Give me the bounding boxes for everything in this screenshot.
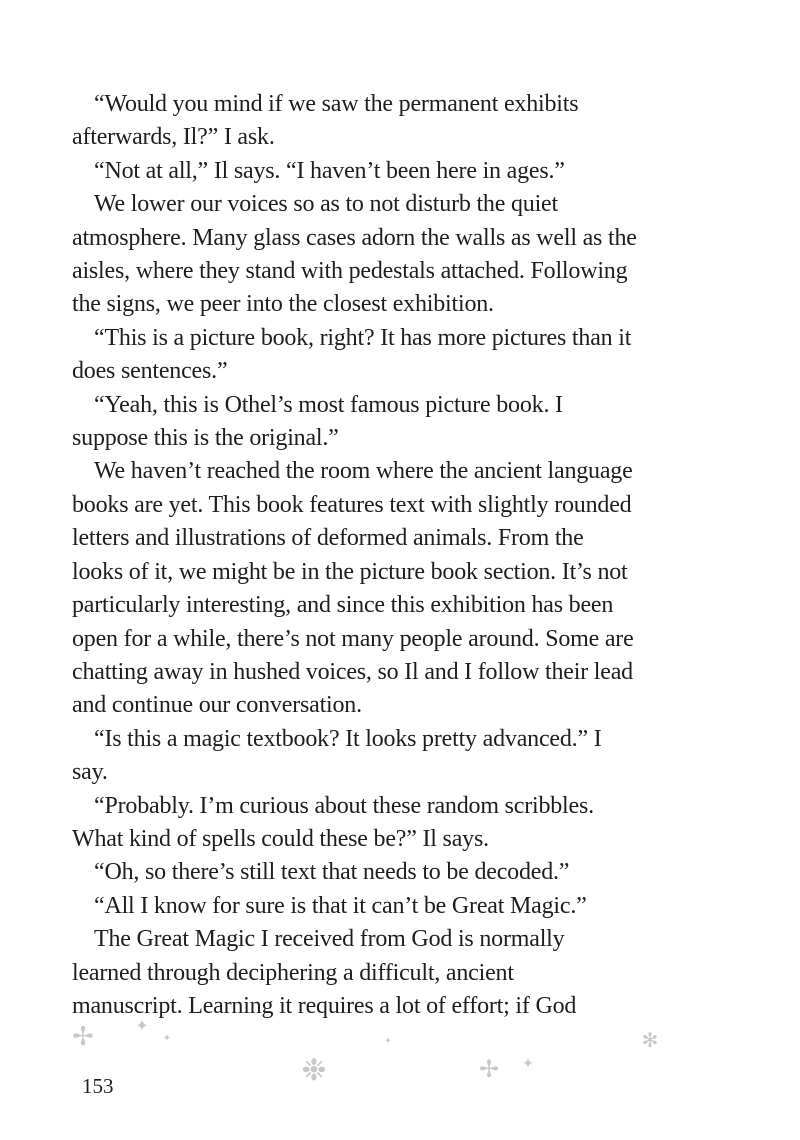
text-line: The Great Magic I received from God is normally [94,926,565,953]
four-point-star-icon: ✦ [384,1036,392,1047]
text-line: aisles, where they stand with pedestals attached. Following [72,258,628,285]
text-line: manuscript. Learning it requires a lot of effort; if God [72,992,577,1019]
text-line: “Is this a magic textbook? It looks pretty advanced.” I [94,725,602,752]
text-line: and continue our conversation. [72,692,362,719]
text-line: afterwards, Il?” I ask. [72,124,275,151]
text-line: “Probably. I’m curious about these random scribbles. [94,792,594,819]
text-line: “Would you mind if we saw the permanent exhibits [94,91,579,117]
sparkle-cross-icon: ✢ [478,1055,500,1083]
text-line: say. [72,759,108,786]
text-line: learned through deciphering a difficult, ancient [72,959,514,986]
sparkle-cross-icon: ✢ [72,1022,94,1052]
text-line: letters and illustrations of deformed animals. From the [72,525,584,552]
text-line: suppose this is the original.” [72,425,339,452]
text-line: “Oh, so there’s still text that needs to be decoded.” [94,859,570,886]
text-line: does sentences.” [72,358,228,385]
text-line: We lower our voices so as to not disturb the quiet [94,191,558,218]
four-point-star-icon: ✦ [135,1016,149,1035]
snowflake-icon: ❉ [301,1053,327,1088]
text-line: looks of it, we might be in the picture book section. It’s not [72,558,628,585]
text-line: the signs, we peer into the closest exhibition. [72,291,494,318]
page-text [72,88,752,1023]
text-line: “Yeah, this is Othel’s most famous picture book. I [94,391,563,418]
text-line: We haven’t reached the room where the ancient language [94,458,633,485]
text-line: “All I know for sure is that it can’t be Great Magic.” [94,892,587,919]
text-line: “This is a picture book, right? It has more pictures than it [94,324,632,351]
four-point-star-icon: ✦ [162,1033,172,1044]
text-line: “Not at all,” Il says. “I haven’t been here in ages.” [94,157,565,184]
text-line: open for a while, there’s not many people around. Some are [72,625,634,652]
text-line: chatting away in hushed voices, so Il and I follow their lead [72,658,633,685]
page-number: 153 [82,1074,114,1098]
text-line: What kind of spells could these be?” Il says. [72,825,489,852]
four-point-star-icon: ✦ [522,1056,534,1072]
text-line: books are yet. This book features text with slightly rounded [72,491,632,518]
text-line: particularly interesting, and since this exhibition has been [72,592,614,619]
text-line: atmosphere. Many glass cases adorn the walls as well as the [72,224,637,251]
asterisk-snowflake-icon: ✻ [641,1028,659,1052]
